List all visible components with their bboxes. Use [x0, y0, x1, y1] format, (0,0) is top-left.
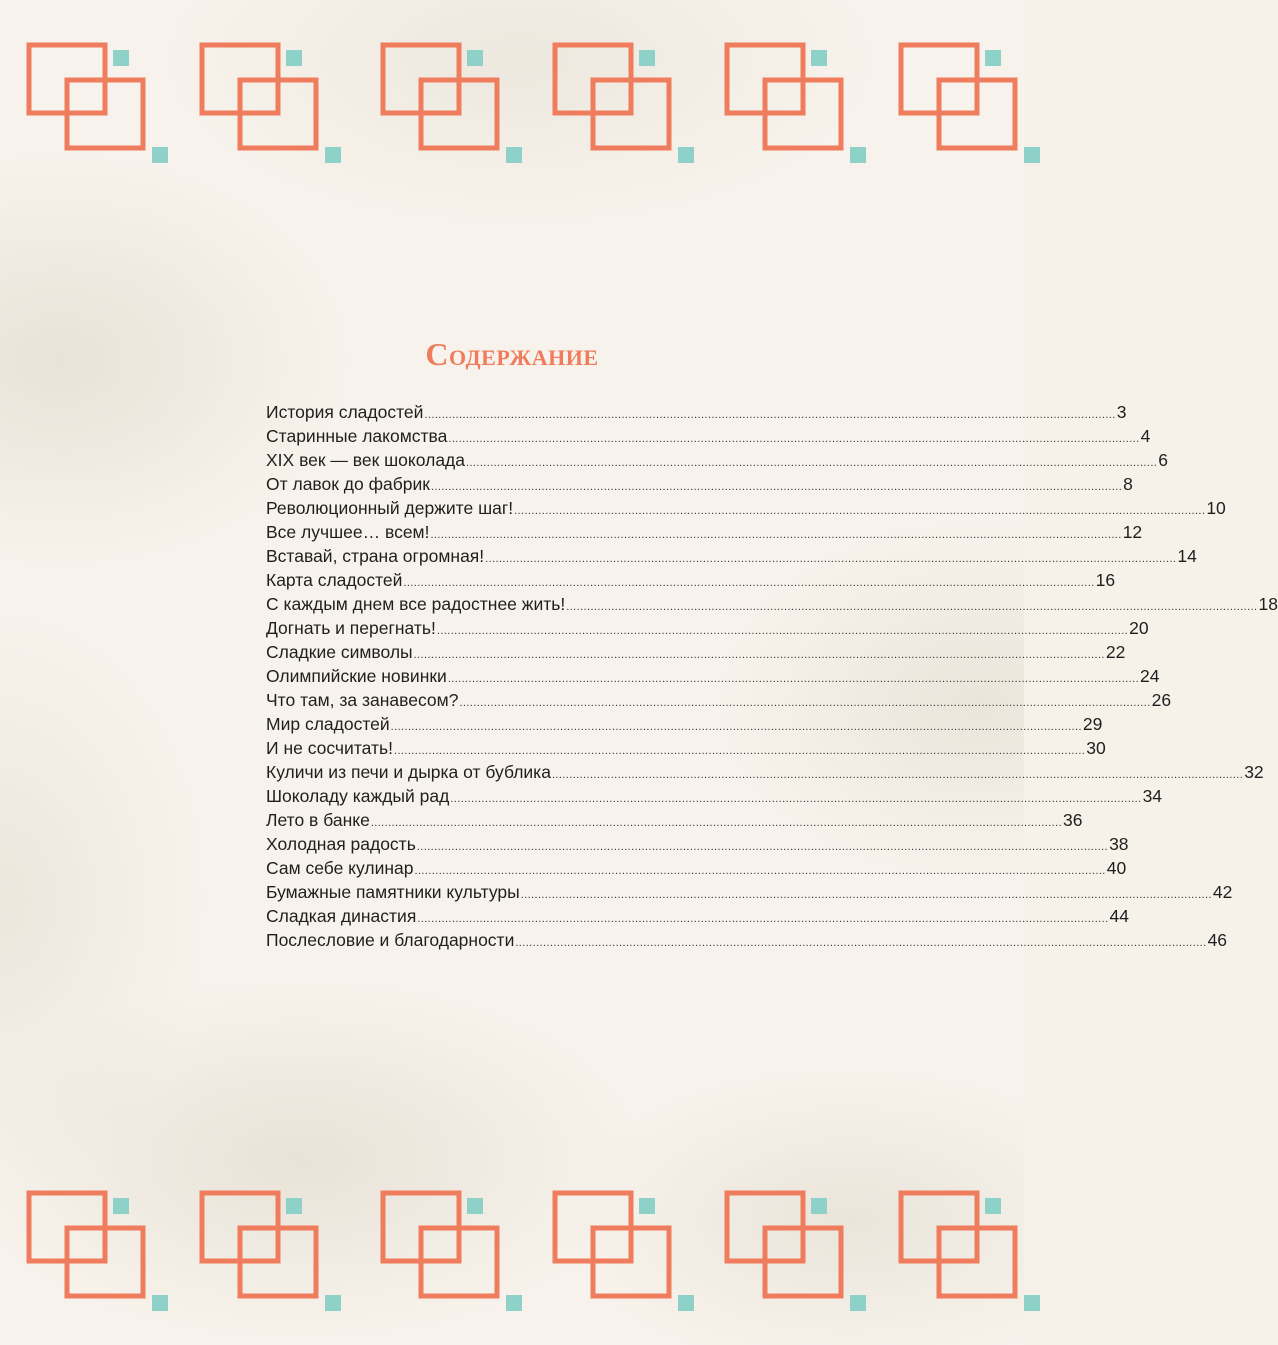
- toc-entry: [266, 618, 1149, 642]
- bottom-ornament-border: [0, 1188, 1024, 1318]
- dot-leader: ........................................................................................................................................................................................................: [551, 769, 1244, 781]
- toc-entry: [266, 714, 1103, 738]
- toc-entry-page-number: 36: [1063, 810, 1083, 830]
- toc-entry: [266, 498, 1226, 522]
- toc-entry-page-number: 3: [1116, 402, 1127, 422]
- toc-entry-page-number: 10: [1206, 498, 1226, 518]
- toc-entry-title: Куличи из печи и дырка от бублика: [266, 762, 551, 782]
- toc-entry-title: И не сосчитать!: [266, 738, 393, 758]
- toc-entry: [266, 858, 1127, 882]
- dot-leader: ........................................................................................................................................................................................................: [416, 841, 1109, 853]
- toc-entry-title: Все лучшее… всем!: [266, 522, 430, 542]
- toc-entry: [266, 930, 1228, 954]
- overlapping-squares-icon: [197, 40, 347, 170]
- toc-entry: [266, 642, 1126, 666]
- toc-entry-title: Вставай, страна огромная!: [266, 546, 485, 566]
- dot-leader: ........................................................................................................................................................................................................: [447, 673, 1140, 685]
- toc-entry: [266, 834, 1129, 858]
- toc-entry-page-number: 16: [1095, 570, 1116, 590]
- page-title: Содержание: [425, 336, 599, 372]
- toc-entry: [266, 882, 1233, 906]
- toc-entry-page-number: 44: [1109, 906, 1130, 926]
- toc-entry-page-number: 40: [1106, 858, 1127, 878]
- dot-leader: ........................................................................................................................................................................................................: [514, 505, 1206, 517]
- toc-entry-title: Что там, за занавесом?: [266, 690, 459, 710]
- toc-entry-page-number: 26: [1151, 690, 1172, 710]
- toc-entry: [266, 738, 1106, 762]
- toc-entry: [266, 906, 1130, 930]
- toc-entry-page-number: 18: [1258, 594, 1278, 614]
- toc-entry: [266, 810, 1083, 834]
- toc-entry-page-number: 8: [1123, 474, 1133, 494]
- toc-entry-title: С каждым днем все радостнее жить!: [266, 594, 566, 614]
- toc-entry-page-number: 20: [1129, 618, 1149, 638]
- toc-entry-page-number: 34: [1142, 786, 1163, 806]
- toc-entry: [266, 426, 1151, 450]
- overlapping-squares-icon: [722, 40, 872, 170]
- toc-entry-title: XIX век — век шоколада: [266, 450, 465, 470]
- dot-leader: ........................................................................................................................................................................................................: [466, 457, 1158, 469]
- toc-entry-title: Олимпийские новинки: [266, 666, 447, 686]
- toc-entry-title: Лето в банке: [266, 810, 370, 830]
- toc-entry-page-number: 30: [1086, 738, 1106, 758]
- toc-entry: [266, 666, 1160, 690]
- toc-entry-page-number: 6: [1158, 450, 1168, 470]
- toc-entry-title: Сам себе кулинар: [266, 858, 414, 878]
- toc-entry: [266, 762, 1264, 786]
- dot-leader: ........................................................................................................................................................................................................: [424, 409, 1116, 421]
- dot-leader: ........................................................................................................................................................................................................: [485, 553, 1177, 565]
- toc-entry-title: Холодная радость: [266, 834, 416, 854]
- toc-entry-title: Карта сладостей: [266, 570, 403, 590]
- toc-entry-page-number: 29: [1082, 714, 1103, 734]
- toc-entry: [266, 474, 1133, 498]
- toc-entry: [266, 594, 1278, 618]
- toc-entry-title: Мир сладостей: [266, 714, 390, 734]
- overlapping-squares-icon: [24, 1188, 174, 1318]
- overlapping-squares-icon: [896, 1188, 1046, 1318]
- toc-entry-title: Старинные лакомства: [266, 426, 448, 446]
- toc-entry-page-number: 12: [1122, 522, 1143, 542]
- dot-leader: ........................................................................................................................................................................................................: [417, 913, 1109, 925]
- dot-leader: ........................................................................................................................................................................................................: [430, 529, 1122, 541]
- overlapping-squares-icon: [24, 40, 174, 170]
- toc-entry-page-number: 24: [1140, 666, 1160, 686]
- dot-leader: ........................................................................................................................................................................................................: [436, 625, 1129, 637]
- overlapping-squares-icon: [378, 40, 528, 170]
- dot-leader: ........................................................................................................................................................................................................: [370, 817, 1063, 829]
- toc-entry-page-number: 4: [1140, 426, 1151, 446]
- overlapping-squares-icon: [550, 1188, 700, 1318]
- dot-leader: ........................................................................................................................................................................................................: [414, 865, 1106, 877]
- dot-leader: ........................................................................................................................................................................................................: [459, 697, 1151, 709]
- dot-leader: ........................................................................................................................................................................................................: [413, 649, 1105, 661]
- toc-entry: [266, 402, 1127, 426]
- dot-leader: ........................................................................................................................................................................................................: [515, 937, 1207, 949]
- toc-entry-page-number: 14: [1177, 546, 1197, 566]
- toc-entry-page-number: 42: [1212, 882, 1233, 902]
- toc-entry-title: Догнать и перегнать!: [266, 618, 436, 638]
- overlapping-squares-icon: [378, 1188, 528, 1318]
- overlapping-squares-icon: [550, 40, 700, 170]
- toc-entry: [266, 570, 1116, 594]
- toc-entry-page-number: 46: [1207, 930, 1228, 950]
- dot-leader: ........................................................................................................................................................................................................: [403, 577, 1095, 589]
- toc-entry-title: Послесловие и благодарности: [266, 930, 515, 950]
- toc-entry-page-number: 38: [1109, 834, 1129, 854]
- toc-entry: [266, 786, 1163, 810]
- toc-entry-title: От лавок до фабрик: [266, 474, 430, 494]
- overlapping-squares-icon: [722, 1188, 872, 1318]
- dot-leader: ........................................................................................................................................................................................................: [520, 889, 1212, 901]
- toc-entry: [266, 450, 1168, 474]
- table-of-contents: [266, 402, 1278, 954]
- dot-leader: ........................................................................................................................................................................................................: [450, 793, 1142, 805]
- toc-entry-title: Сладкие символы: [266, 642, 413, 662]
- toc-entry-title: Бумажные памятники культуры: [266, 882, 520, 902]
- dot-leader: ........................................................................................................................................................................................................: [430, 481, 1123, 493]
- overlapping-squares-icon: [896, 40, 1046, 170]
- dot-leader: ........................................................................................................................................................................................................: [448, 433, 1140, 445]
- toc-entry-title: История сладостей: [266, 402, 424, 422]
- overlapping-squares-icon: [197, 1188, 347, 1318]
- toc-entry: [266, 546, 1197, 570]
- dot-leader: ........................................................................................................................................................................................................: [394, 745, 1086, 757]
- top-ornament-border: [0, 40, 1024, 170]
- toc-entry-title: Сладкая династия: [266, 906, 417, 926]
- toc-entry-page-number: 32: [1244, 762, 1264, 782]
- toc-entry-title: Революционный держите шаг!: [266, 498, 514, 518]
- toc-entry: [266, 690, 1172, 714]
- dot-leader: ........................................................................................................................................................................................................: [390, 721, 1082, 733]
- toc-entry-page-number: 22: [1105, 642, 1126, 662]
- dot-leader: ........................................................................................................................................................................................................: [566, 601, 1258, 613]
- toc-entry-title: Шоколаду каждый рад: [266, 786, 450, 806]
- toc-entry: [266, 522, 1143, 546]
